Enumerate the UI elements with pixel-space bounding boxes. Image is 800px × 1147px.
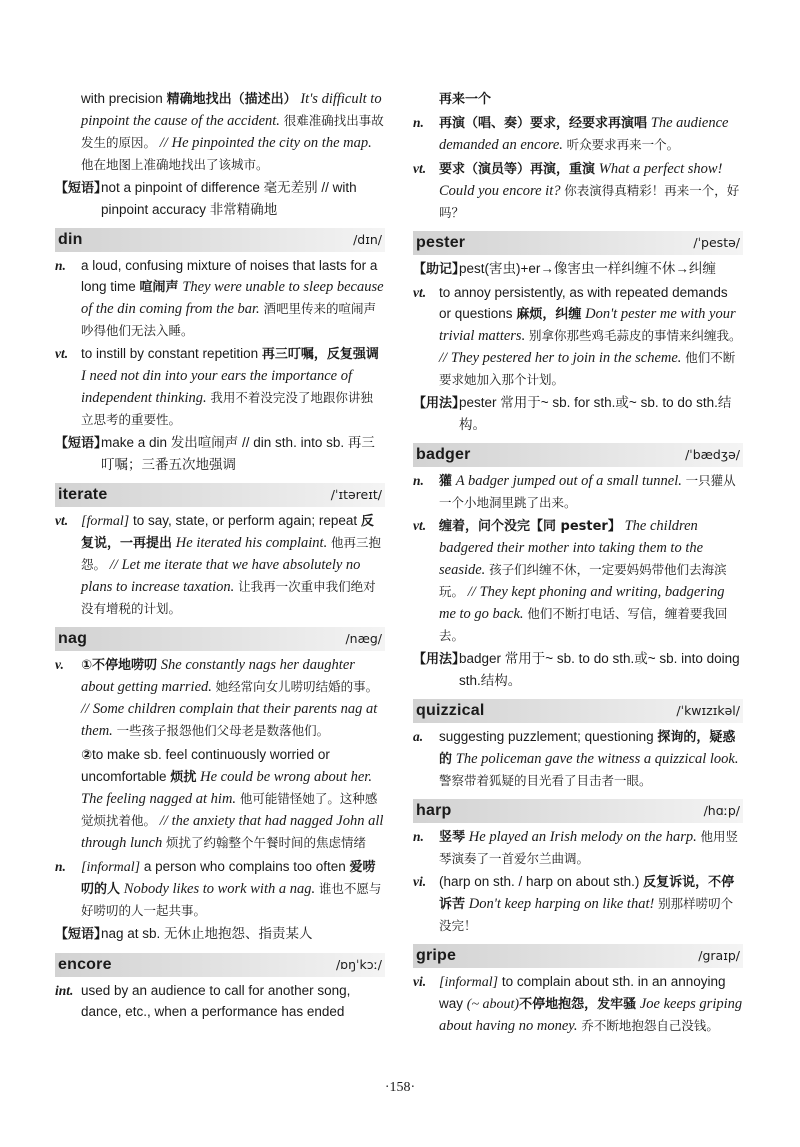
headword-bar	[413, 699, 743, 723]
entry-pinpoint-continued	[55, 88, 385, 220]
entry-badger	[413, 443, 743, 691]
encore-interjection-cn: 再来一个	[439, 92, 492, 107]
encore-sense-verb: vt. 要求（演员等）再演，重演 What a perfect show! Could you encore it? 你表演得真精彩！再来一个，好吗？	[413, 161, 740, 220]
badger-sense-verb: vt. 缠着，问个没完【同 pester】 The children badgered their mother into taking them to the seaside. 孩子们纠缠不休，一定要妈妈带他们去海滨玩。 // They kept phoning and writing, badgering me to go back. 他们不断打电话、写信，缠着要我回去。	[413, 518, 728, 643]
page-number: ·158·	[384, 1080, 416, 1095]
encore-sense-interjection: int. used by an audience to call for another song, dance, etc., when a performance has ended	[55, 983, 351, 1019]
quizzical-sense-adjective: a. suggesting puzzlement; questioning 探询的，疑惑的 The policeman gave the witness a quizzical look. 警察带着狐疑的目光看了目击者一眼。	[413, 729, 739, 788]
pinpoint-sense-continued: with precision 精确地找出（描述出） It's difficult to pinpoint the cause of the accident. 很难准确找出事故发生的原因。 // He pinpointed the city on the map. 他在地图上准确地找出了该城市。	[81, 91, 384, 172]
entry-gripe	[413, 944, 743, 1037]
entry-harp	[413, 799, 743, 936]
headword: badger	[416, 446, 471, 463]
nag-phrase-note: 【短语】nag at sb. 无休止地抱怨、指责某人	[55, 926, 313, 942]
entry-nag	[55, 627, 385, 945]
pester-memo-note: 【助记】pest(害虫)+er→像害虫一样纠缠不休→纠缠	[413, 261, 716, 277]
pronunciation: /ˈbædʒə/	[685, 447, 740, 462]
pester-sense-verb: vt. to annoy persistently, as with repeated demands or questions 麻烦，纠缠 Don't pester me with your trivial matters. 别拿你那些鸡毛蒜皮的事情来纠缠我。 // They pestered her to join in the scheme. 他们不断要求她加入那个计划。	[413, 285, 742, 387]
pronunciation: /dɪn/	[353, 232, 382, 247]
pronunciation: /graɪp/	[698, 948, 740, 963]
headword: nag	[58, 630, 88, 647]
entry-pester	[413, 231, 743, 435]
headword-bar	[413, 944, 743, 968]
pester-usage-note: 【用法】pester 常用于~ sb. for sth.或~ sb. to do sth.结构。	[413, 395, 732, 432]
headword: pester	[416, 234, 466, 251]
nag-sense-verb-2: ②to make sb. feel continuously worried or uncomfortable 烦扰 He could be wrong about her. The feeling nagged at him. 他可能错怪她了。这种感觉烦扰着他。 // the anxiety that had nagged John all through lunch 烦扰了约翰整个午餐时间的焦虑情绪	[81, 747, 384, 851]
harp-sense-verb: vi. (harp on sth. / harp on about sth.) 反复诉说，不停诉苦 Don't keep harping on like that! 别那样唠叨个没完！	[413, 874, 735, 933]
headword-bar	[55, 627, 385, 651]
iterate-sense-verb: vt. [formal] to say, state, or perform again; repeat 反复说，一再提出 He iterated his complaint. 他再三抱怨。 // Let me iterate that we have absolutely no plans to increase taxation. 让我再一次重申我们绝对没有增税的计划。	[55, 513, 381, 616]
entry-encore-continued	[413, 88, 743, 223]
pronunciation: /ˈkwɪzɪkəl/	[676, 703, 740, 718]
headword: din	[58, 231, 83, 248]
din-phrase-note: 【短语】make a din 发出喧闹声 // din sth. into sb. 再三叮嘱；三番五次地强调	[55, 435, 375, 472]
entry-encore	[55, 953, 385, 1022]
nag-sense-noun: n. [informal] a person who complains too often 爱唠叨的人 Nobody likes to work with a nag. 谁也不愿与好唠叨的人一起共事。	[55, 859, 382, 918]
headword-bar	[413, 799, 743, 823]
entry-iterate	[55, 483, 385, 619]
headword: harp	[416, 802, 452, 819]
entry-quizzical	[413, 699, 743, 791]
pronunciation: /hɑːp/	[703, 803, 740, 818]
din-sense-verb: vt. to instill by constant repetition 再三叮嘱，反复强调 I need not din into your ears the importance of independent thinking. 我用不着没完没了地跟你讲独立思考的重要性。	[55, 346, 379, 427]
headword: gripe	[416, 947, 457, 964]
headword-bar	[413, 443, 743, 467]
pronunciation: /ɒŋˈkɔː/	[335, 957, 382, 972]
din-sense-noun: n. a loud, confusing mixture of noises that lasts for a long time 喧闹声 They were unable to sleep because of the din coming from the bar. 酒吧里传来的喧闹声吵得他们无法入睡。	[55, 258, 384, 338]
gripe-sense-verb: vi. [informal] to complain about sth. in an annoying way (~ about)不停地抱怨，发牢骚 Joe keeps griping about having no money. 乔不断地抱怨自己没钱。	[413, 974, 743, 1034]
encore-sense-noun: n. 再演（唱、奏）要求，经要求再演唱 The audience demanded an encore. 听众要求再来一个。	[413, 115, 729, 153]
headword: quizzical	[416, 702, 485, 719]
pronunciation: /næg/	[345, 631, 382, 646]
harp-sense-noun: n. 竖琴 He played an Irish melody on the harp. 他用竖琴演奏了一首爱尔兰曲调。	[413, 829, 738, 866]
pinpoint-phrase-note: 【短语】not a pinpoint of difference 毫无差别 // with pinpoint accuracy 非常精确地	[55, 180, 357, 217]
headword-bar	[413, 231, 743, 255]
headword: iterate	[58, 486, 108, 503]
badger-usage-note: 【用法】badger 常用于~ sb. to do sth.或~ sb. into doing sth.结构。	[413, 651, 740, 688]
pronunciation: /ˈɪtəreɪt/	[330, 487, 382, 502]
pronunciation: /ˈpestə/	[693, 235, 740, 250]
headword-bar	[55, 483, 385, 507]
right-column	[413, 88, 743, 1043]
headword-bar	[55, 953, 385, 977]
headword: encore	[58, 956, 112, 973]
headword-bar	[55, 228, 385, 252]
entry-din	[55, 228, 385, 475]
left-column	[55, 88, 385, 1028]
nag-sense-verb-1: v. ①不停地唠叨 She constantly nags her daughter about getting married. 她经常向女儿唠叨结婚的事。 // Some children complain that their parents nag at them. 一些孩子报怨他们父母老是数落他们。	[55, 657, 379, 739]
badger-sense-noun: n. 獾 A badger jumped out of a small tunnel. 一只獾从一个小地洞里跳了出来。	[413, 473, 736, 510]
